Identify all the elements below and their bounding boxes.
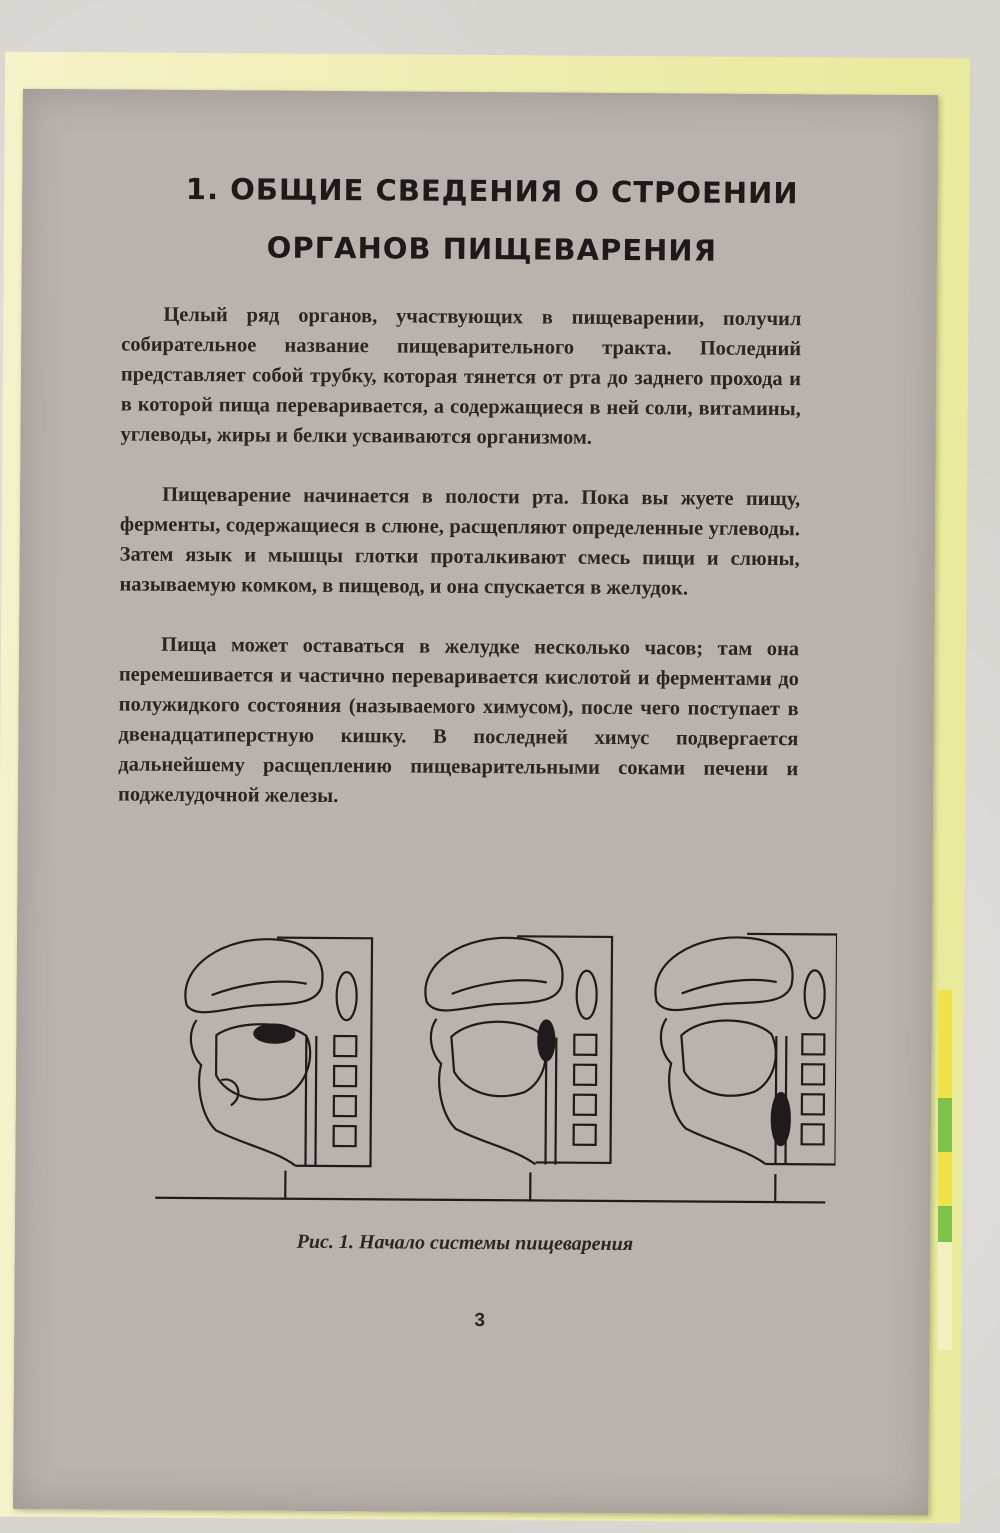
cover-color-strip — [938, 990, 952, 1350]
body-paragraph-2: Пищеварение начинается в полости рта. Пока вы жуете пищу, ферменты, содержащиеся в слюне, расщепляют определенные углеводы. Затем язык и мышцы глотки проталкивают смесь пищи и слюны, называемую комком, в пищевод, и она спускается в желудок. — [119, 483, 801, 600]
digestion-illustration — [135, 920, 837, 1215]
page-number: 3 — [474, 1310, 486, 1332]
head-section-panel-1 — [184, 937, 372, 1166]
book-page — [13, 89, 938, 1515]
chapter-title-line-2: ОРГАНОВ ПИЩЕВАРЕНИЯ — [266, 230, 718, 268]
body-paragraph-3: Пища может оставаться в желудке несколько часов; там она перемешивается и частично переваривается кислотой и ферментами до полужидкого состояния (называемого химусом), после чего поступает в двенадцатиперстную кишку. В последней химус подвергается дальнейшему расщеплению пищеварительными соками печени и поджелудочной железы. — [117, 633, 800, 808]
chapter-title-line-1: 1. ОБЩИЕ СВЕДЕНИЯ О СТРОЕНИИ — [185, 171, 799, 211]
head-section-panel-3 — [654, 933, 837, 1164]
head-section-panel-2 — [424, 936, 612, 1165]
body-paragraph-1: Целый ряд органов, участвующих в пищеварении, получил собирательное название пищеварительного тракта. Последний представляет собой трубку, которая тянется от рта до заднего прохода и в которой пища переваривается, а содержащиеся в ней соли, витамины, углеводы, жиры и белки усваиваются организмом. — [120, 303, 802, 449]
figure-caption: Рис. 1. Начало системы пищеварения — [296, 1230, 634, 1256]
